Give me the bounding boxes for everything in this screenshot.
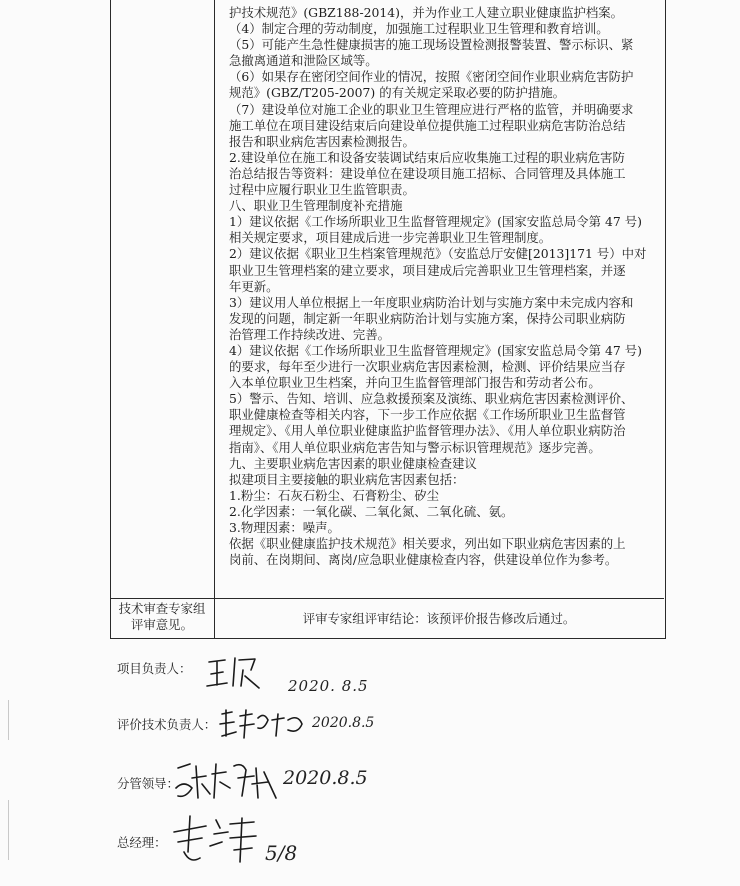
body-text-line: 的要求，每年至少进行一次职业病危害因素检测，检测、评价结果应当存 — [229, 359, 626, 375]
body-text-line: 5）警示、告知、培训、应急救援预案及演练、职业病危害因素检测评价、 — [229, 391, 634, 407]
body-text-line: 依据《职业健康监护技术规范》相关要求，列出如下职业病危害因素的上 — [229, 536, 626, 552]
body-text-line: （6）如果存在密闭空间作业的情况，按照《密闭空间作业职业病危害防护 — [229, 69, 634, 85]
review-label-line: 评审意见。 — [131, 617, 193, 632]
body-text-line: 护技术规范》(GBZ188-2014)，并为作业工人建立职业健康监护档案。 — [229, 5, 624, 20]
project-lead-label: 项目负责人： — [117, 661, 192, 676]
body-text-line: 施工单位在项目建设结束后向建设单位提供施工过程职业病危害防治总结 — [229, 117, 626, 133]
body-text-line: （5）可能产生急性健康损害的施工现场设置检测报警装置、警示标识、紧 — [229, 37, 634, 53]
scan-artifact — [8, 700, 9, 740]
body-text-line: 九、主要职业病危害因素的职业健康检查建议 — [229, 455, 477, 471]
scan-artifact — [8, 800, 9, 860]
tech-lead-date: 2020.8.5 — [312, 715, 375, 731]
body-text-line: 入本单位职业卫生档案，并向卫生监督管理部门报告和劳动者公布。 — [229, 375, 601, 391]
division-lead-label: 分管领导： — [117, 776, 179, 791]
body-text-line: 理规定》、《用人单位职业健康监护监督管理办法》、《用人单位职业病防治 — [229, 423, 626, 439]
body-text-line: 2）建议依据《职业卫生档案管理规范》（安监总厅安健[2013]171 号）中对 — [229, 246, 647, 262]
review-label — [112, 601, 212, 633]
body-text-line: 报告和职业病危害因素检测报告。 — [229, 133, 415, 149]
body-text-line: 3）建议用人单位根据上一年度职业病防治计划与实施方案中未完成内容和 — [229, 294, 634, 310]
table-body-text — [229, 5, 661, 568]
body-text-line: 2.化学因素：一氧化碳、二氧化氮、二氧化硫、氨。 — [229, 503, 514, 519]
body-text-line: 1.粉尘：石灰石粉尘、石膏粉尘、矽尘 — [229, 487, 440, 503]
gm-label: 总经理： — [117, 835, 167, 850]
body-text-line: 治管理工作持续改进、完善。 — [229, 326, 391, 342]
body-text-line: 八、职业卫生管理制度补充措施 — [229, 198, 403, 214]
body-text-line: 治总结报告等资料：建设单位在建设项目施工招标、合同管理及具体施工 — [229, 165, 626, 181]
body-text-line: 4）建议依据《工作场所职业卫生监督管理规定》(国家安监总局令第 47 号) — [229, 342, 642, 358]
tech-lead-signature — [218, 706, 308, 742]
body-text-line: （4）制定合理的劳动制度，加强施工过程职业卫生管理和教育培训。 — [229, 21, 609, 37]
body-text-line: 过程中应履行职业卫生监管职责。 — [229, 182, 415, 198]
body-text-line: 职业健康检查等相关内容，下一步工作应依据《工作场所职业卫生监督管 — [229, 407, 626, 423]
body-text-line: 2.建设单位在施工和设备安装调试结束后应收集施工过程的职业病危害防 — [229, 149, 625, 165]
body-text-line: 年更新。 — [229, 278, 279, 294]
body-text-line: 相关规定要求，项目建成后进一步完善职业卫生管理制度。 — [229, 230, 552, 246]
project-lead-signature — [205, 652, 265, 692]
body-text-line: 1）建议依据《工作场所职业卫生监督管理规定》(国家安监总局令第 47 号) — [229, 214, 642, 230]
gm-date: 5/8 — [265, 841, 298, 865]
body-text-line: 职业卫生管理档案的建立要求，项目建成后完善职业卫生管理档案，并逐 — [229, 262, 626, 278]
body-text-line: 指南》、《用人单位职业病危害告知与警示标识管理规范》逐步完善。 — [229, 439, 601, 455]
division-lead-date: 2020.8.5 — [283, 767, 368, 789]
body-text-line: 岗前、在岗期间、离岗/应急职业健康检查内容，供建设单位作为参考。 — [229, 552, 618, 568]
body-text-line: 发现的问题，制定新一年职业病防治计划与实施方案，保持公司职业病防 — [229, 310, 626, 326]
review-verdict: 评审专家组评审结论：该预评价报告修改后通过。 — [302, 611, 576, 626]
body-text-line: （7）建设单位对施工企业的职业卫生管理应进行严格的监管，并明确要求 — [229, 101, 634, 117]
division-lead-signature — [172, 758, 282, 806]
body-text-line: 3.物理因素：噪声。 — [229, 520, 340, 535]
body-text-line: 规范》(GBZ/T205-2007) 的有关规定采取必要的防护措施。 — [229, 85, 566, 101]
body-text-line: 急撤离通道和泄险区域等。 — [229, 53, 378, 69]
table-row-divider — [110, 598, 664, 599]
project-lead-date: 2020. 8.5 — [288, 677, 369, 695]
table-column-divider — [214, 0, 215, 638]
tech-lead-label: 评价技术负责人： — [117, 717, 217, 732]
body-text-line: 拟建项目主要接触的职业病危害因素包括： — [229, 471, 465, 487]
review-label-line: 技术审查专家组 — [118, 601, 206, 616]
gm-signature — [170, 812, 260, 872]
